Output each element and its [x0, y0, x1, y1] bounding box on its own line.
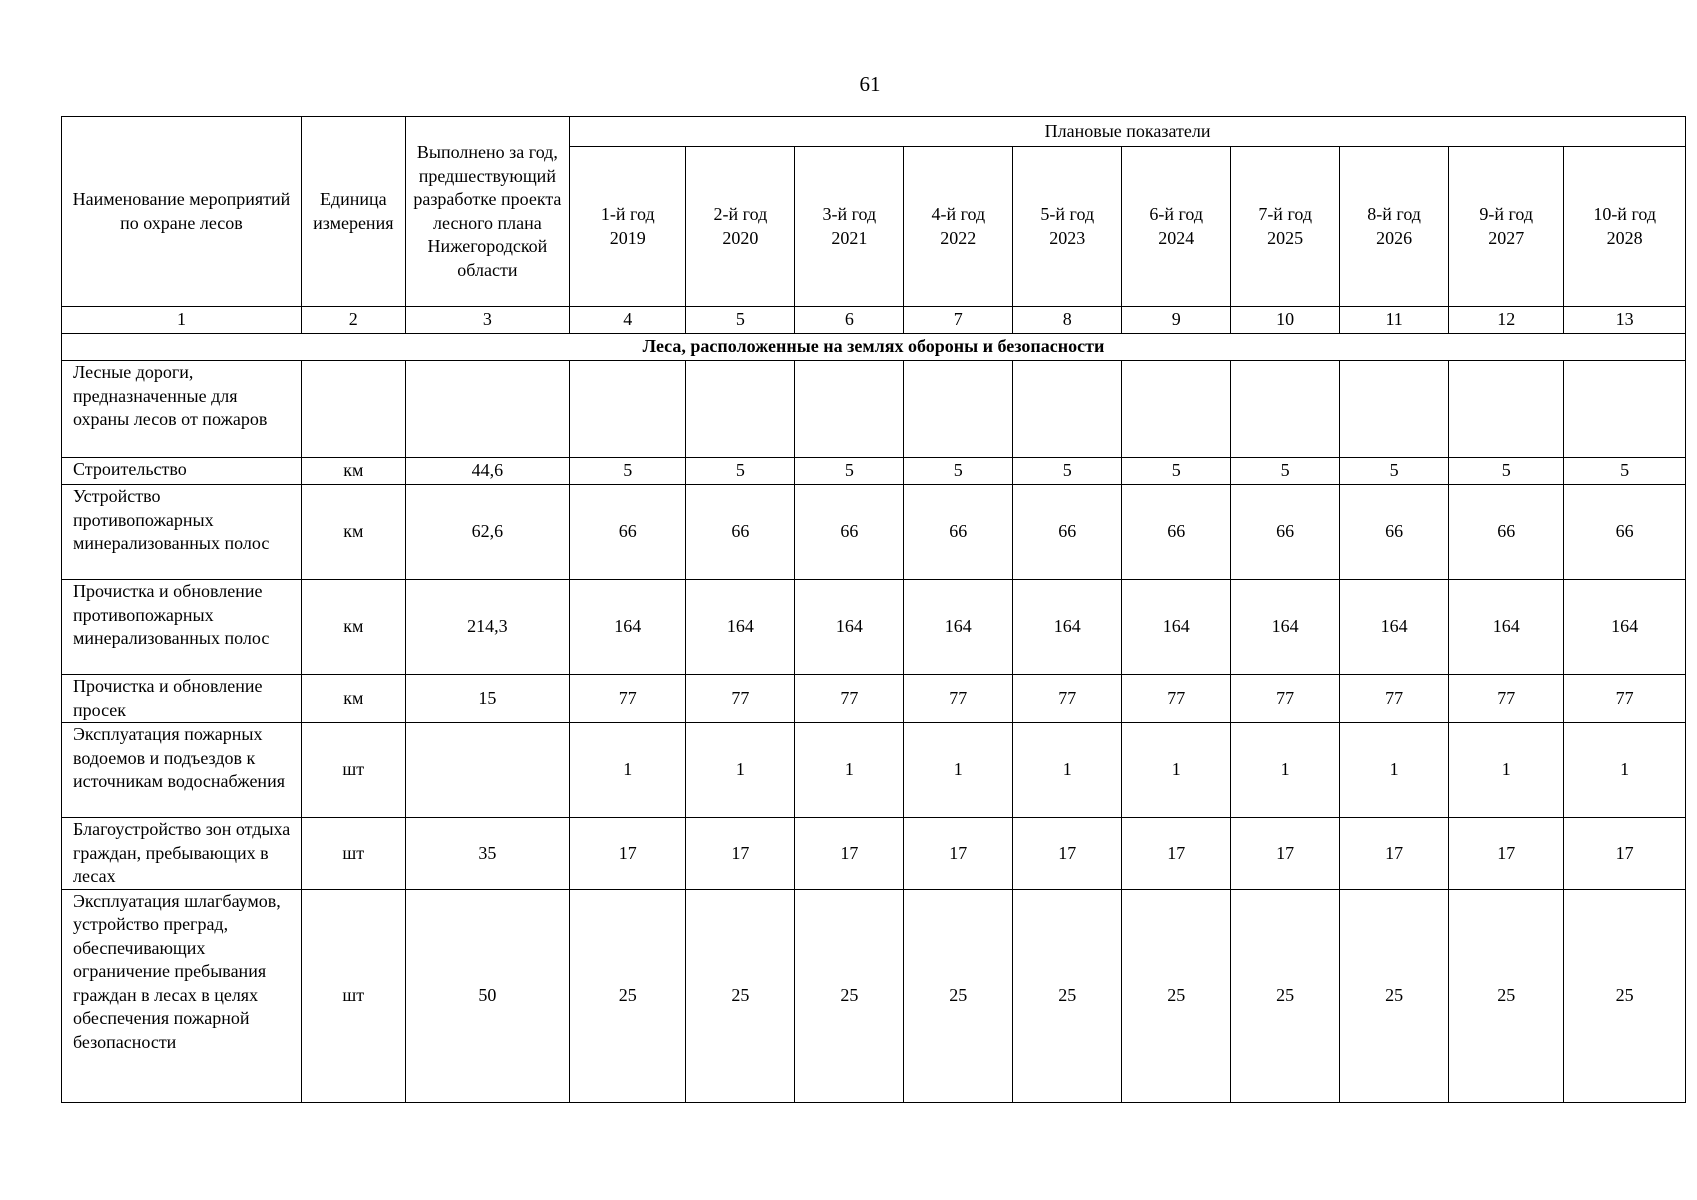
row-done: 50	[405, 889, 569, 1102]
row-done	[405, 361, 569, 458]
row-value: 1	[1564, 723, 1686, 818]
row-value	[1449, 361, 1564, 458]
row-value: 1	[1449, 723, 1564, 818]
year-value: 2024	[1158, 227, 1195, 248]
column-number: 3	[405, 307, 569, 334]
year-value: 2027	[1488, 227, 1525, 248]
year-label: 2-й год	[713, 204, 768, 224]
row-value: 17	[1564, 818, 1686, 890]
row-value: 17	[1231, 818, 1340, 890]
row-done: 214,3	[405, 580, 569, 675]
row-value: 25	[1013, 889, 1122, 1102]
year-label: 6-й год	[1149, 204, 1204, 224]
row-value: 77	[1340, 675, 1449, 723]
row-value: 1	[904, 723, 1013, 818]
row-name: Благоустройство зон отдыха граждан, пребывающих в лесах	[62, 818, 302, 890]
table-row	[62, 818, 1686, 890]
row-value: 66	[1449, 485, 1564, 580]
row-unit: шт	[301, 723, 405, 818]
row-value: 25	[686, 889, 795, 1102]
row-unit	[301, 361, 405, 458]
header-planned: Плановые показатели	[570, 117, 1686, 147]
row-value: 1	[795, 723, 904, 818]
row-value: 164	[686, 580, 795, 675]
row-value: 5	[1449, 458, 1564, 485]
row-value: 66	[795, 485, 904, 580]
year-value: 2028	[1606, 227, 1643, 248]
row-value: 25	[795, 889, 904, 1102]
column-number: 12	[1449, 307, 1564, 334]
row-value: 77	[570, 675, 686, 723]
row-value: 164	[1564, 580, 1686, 675]
row-value: 5	[1122, 458, 1231, 485]
row-name: Прочистка и обновление просек	[62, 675, 302, 723]
row-value: 5	[1231, 458, 1340, 485]
row-value: 17	[570, 818, 686, 890]
row-value	[1564, 361, 1686, 458]
year-value: 2022	[940, 227, 977, 248]
row-value: 164	[1449, 580, 1564, 675]
table-row	[62, 723, 1686, 818]
row-value: 5	[1013, 458, 1122, 485]
column-number: 7	[904, 307, 1013, 334]
header-done: Выполнено за год, предшествующий разработке проекта лесного плана Нижегородской области	[405, 117, 569, 307]
row-value: 164	[1013, 580, 1122, 675]
row-value	[1013, 361, 1122, 458]
row-done: 35	[405, 818, 569, 890]
row-value: 164	[1122, 580, 1231, 675]
row-value: 5	[904, 458, 1013, 485]
year-value: 2025	[1267, 227, 1304, 248]
row-name: Эксплуатация шлагбаумов, устройство преград, обеспечивающих ограничение пребывания граждан в лесах в целях обеспечения пожарной безопасности	[62, 889, 302, 1102]
header-year-9	[1449, 147, 1564, 307]
year-label: 7-й год	[1258, 204, 1313, 224]
header-year-6	[1122, 147, 1231, 307]
row-value: 5	[795, 458, 904, 485]
row-value: 164	[1231, 580, 1340, 675]
row-value: 66	[904, 485, 1013, 580]
row-done: 15	[405, 675, 569, 723]
row-value: 25	[570, 889, 686, 1102]
row-value	[1122, 361, 1231, 458]
row-value: 77	[686, 675, 795, 723]
header-year-8	[1340, 147, 1449, 307]
row-name: Строительство	[62, 458, 302, 485]
year-label: 3-й год	[822, 204, 877, 224]
column-number: 11	[1340, 307, 1449, 334]
year-value: 2020	[722, 227, 759, 248]
row-value: 1	[570, 723, 686, 818]
row-value: 66	[1340, 485, 1449, 580]
column-number: 10	[1231, 307, 1340, 334]
table-row	[62, 361, 1686, 458]
row-value: 5	[570, 458, 686, 485]
year-label: 1-й год	[600, 204, 655, 224]
row-value: 66	[1013, 485, 1122, 580]
row-value: 25	[1231, 889, 1340, 1102]
row-name: Лесные дороги, предназначенные для охраны лесов от пожаров	[62, 361, 302, 458]
table-row	[62, 458, 1686, 485]
row-value: 5	[1340, 458, 1449, 485]
row-value: 25	[1122, 889, 1231, 1102]
row-value: 17	[904, 818, 1013, 890]
row-value: 77	[1122, 675, 1231, 723]
row-value: 25	[1449, 889, 1564, 1102]
column-number: 6	[795, 307, 904, 334]
row-name: Эксплуатация пожарных водоемов и подъездов к источникам водоснабжения	[62, 723, 302, 818]
row-value: 77	[1231, 675, 1340, 723]
page-number: 61	[859, 72, 881, 96]
year-value: 2019	[609, 227, 646, 248]
row-unit: км	[301, 675, 405, 723]
row-done: 44,6	[405, 458, 569, 485]
row-value: 25	[904, 889, 1013, 1102]
row-value: 66	[686, 485, 795, 580]
row-value	[1231, 361, 1340, 458]
table-row	[62, 889, 1686, 1102]
row-value	[570, 361, 686, 458]
row-done	[405, 723, 569, 818]
row-value: 1	[1122, 723, 1231, 818]
header-year-1	[570, 147, 686, 307]
row-name: Прочистка и обновление противопожарных минерализованных полос	[62, 580, 302, 675]
column-number: 9	[1122, 307, 1231, 334]
row-name: Устройство противопожарных минерализованных полос	[62, 485, 302, 580]
year-label: 4-й год	[931, 204, 986, 224]
row-value: 25	[1564, 889, 1686, 1102]
header-name: Наименование мероприятий по охране лесов	[62, 117, 302, 307]
header-year-5	[1013, 147, 1122, 307]
row-value: 77	[904, 675, 1013, 723]
header-year-2	[686, 147, 795, 307]
row-value: 17	[686, 818, 795, 890]
row-value: 1	[1013, 723, 1122, 818]
row-value: 77	[795, 675, 904, 723]
row-value: 164	[1340, 580, 1449, 675]
row-value	[686, 361, 795, 458]
column-number: 1	[62, 307, 302, 334]
year-value: 2023	[1049, 227, 1086, 248]
row-value: 164	[570, 580, 686, 675]
row-value: 1	[686, 723, 795, 818]
row-value: 17	[1013, 818, 1122, 890]
row-done: 62,6	[405, 485, 569, 580]
row-value: 66	[1122, 485, 1231, 580]
year-label: 5-й год	[1040, 204, 1095, 224]
row-value: 77	[1564, 675, 1686, 723]
header-year-4	[904, 147, 1013, 307]
column-number: 13	[1564, 307, 1686, 334]
row-value: 17	[1340, 818, 1449, 890]
forest-protection-table	[61, 116, 1686, 1103]
header-year-7	[1231, 147, 1340, 307]
year-value: 2021	[831, 227, 868, 248]
column-number: 5	[686, 307, 795, 334]
year-value: 2026	[1376, 227, 1413, 248]
row-unit: км	[301, 458, 405, 485]
row-value: 1	[1231, 723, 1340, 818]
row-value	[1340, 361, 1449, 458]
row-value: 5	[686, 458, 795, 485]
row-value: 17	[795, 818, 904, 890]
row-value	[795, 361, 904, 458]
row-value: 164	[795, 580, 904, 675]
column-number: 8	[1013, 307, 1122, 334]
table-row	[62, 580, 1686, 675]
row-unit: шт	[301, 818, 405, 890]
row-value: 5	[1564, 458, 1686, 485]
year-label: 8-й год	[1367, 204, 1421, 224]
row-unit: км	[301, 580, 405, 675]
row-value: 66	[1231, 485, 1340, 580]
section-title: Леса, расположенные на землях обороны и безопасности	[62, 334, 1686, 361]
year-label: 10-й год	[1593, 204, 1657, 224]
row-value: 164	[904, 580, 1013, 675]
header-unit: Единица измерения	[301, 117, 405, 307]
header-year-3	[795, 147, 904, 307]
row-value: 1	[1340, 723, 1449, 818]
row-value: 66	[1564, 485, 1686, 580]
row-value: 17	[1449, 818, 1564, 890]
row-value: 25	[1340, 889, 1449, 1102]
year-label: 9-й год	[1479, 204, 1534, 224]
column-number: 4	[570, 307, 686, 334]
row-value: 77	[1449, 675, 1564, 723]
row-value: 17	[1122, 818, 1231, 890]
row-value: 66	[570, 485, 686, 580]
row-unit: шт	[301, 889, 405, 1102]
table-row	[62, 675, 1686, 723]
row-value	[904, 361, 1013, 458]
row-unit: км	[301, 485, 405, 580]
column-number: 2	[301, 307, 405, 334]
header-year-10	[1564, 147, 1686, 307]
table-row	[62, 485, 1686, 580]
row-value: 77	[1013, 675, 1122, 723]
